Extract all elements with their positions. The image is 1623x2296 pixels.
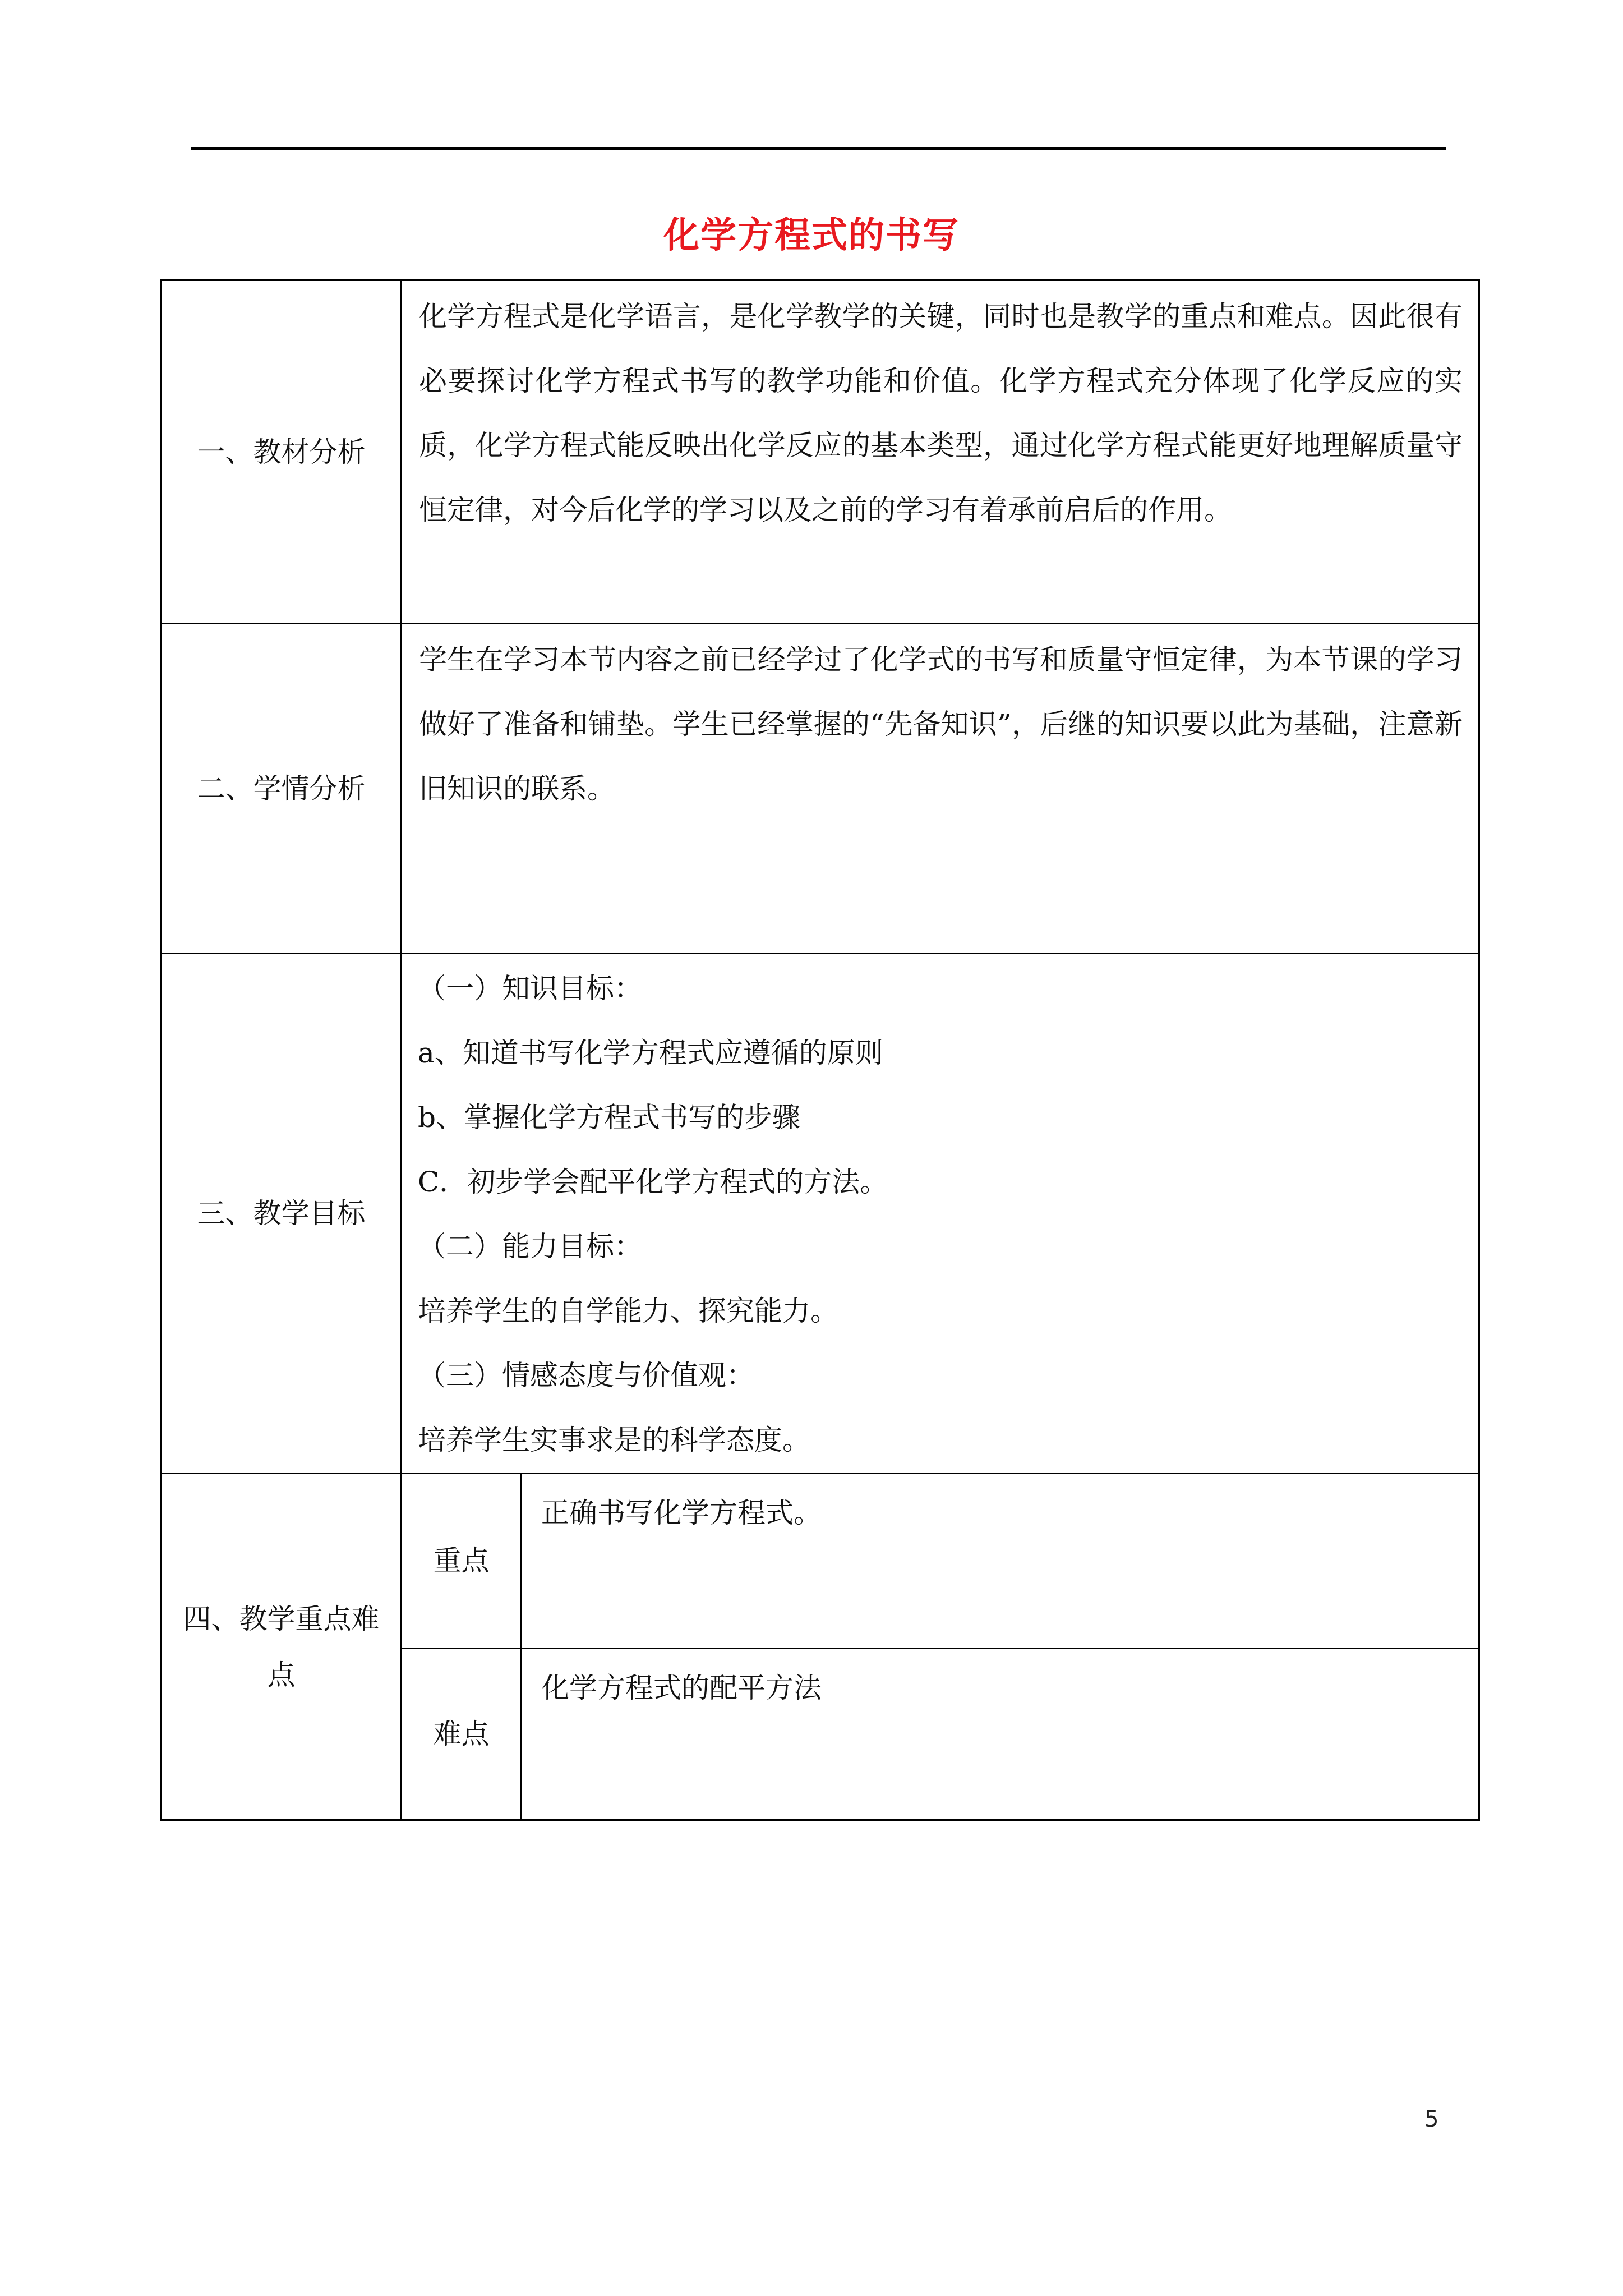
goal-item: 培养学生实事求是的科学态度。 bbox=[418, 1424, 810, 1456]
key-point-content bbox=[522, 1474, 1479, 1649]
student-analysis-text: 学生在学习本节内容之前已经学过了化学式的书写和质量守恒定律，为本节课的学习做好了准备和铺垫。学生已经掌握的“先备知识”，后继的知识要以此为基础，注意新旧知识的联系。 bbox=[419, 643, 1463, 805]
table-row bbox=[162, 954, 1479, 1474]
lesson-plan-table bbox=[160, 279, 1480, 1821]
goal-item: b、掌握化学方程式书写的步骤 bbox=[418, 1101, 801, 1134]
textbook-analysis-text: 化学方程式是化学语言，是化学教学的关键，同时也是教学的重点和难点。因此很有必要探讨化学方程式书写的教学功能和价值。化学方程式充分体现了化学反应的实质，化学方程式能反映出化学反应的基本类型，通过化学方程式能更好地理解质量守恒定律，对今后化学的学习以及之前的学习有着承前启后的作用。 bbox=[419, 300, 1463, 526]
table-row bbox=[162, 1474, 1479, 1649]
section-label-student-analysis: 二、学情分析 bbox=[162, 624, 402, 954]
goal-heading-attitude: （三）情感态度与价值观： bbox=[418, 1359, 754, 1392]
sublabel-key-point: 重点 bbox=[402, 1474, 522, 1649]
document-title: 化学方程式的书写 bbox=[663, 214, 960, 256]
difficult-point-content bbox=[522, 1649, 1479, 1820]
page-number: 5 bbox=[1424, 2106, 1439, 2132]
header-rule bbox=[191, 147, 1446, 150]
table-row bbox=[162, 280, 1479, 624]
table-row bbox=[162, 624, 1479, 954]
goal-item: a、知道书写化学方程式应遵循的原则 bbox=[418, 1037, 883, 1069]
section-label-teaching-goals: 三、教学目标 bbox=[162, 954, 402, 1474]
section-label-key-difficult-points: 四、教学重点难点 bbox=[162, 1474, 402, 1820]
difficult-point-text: 化学方程式的配平方法 bbox=[541, 1672, 822, 1704]
key-point-text: 正确书写化学方程式。 bbox=[541, 1497, 822, 1529]
goal-heading-ability: （二）能力目标： bbox=[418, 1230, 642, 1263]
goal-list bbox=[402, 954, 1478, 1473]
section-content-textbook-analysis bbox=[402, 280, 1479, 624]
sublabel-difficult-point: 难点 bbox=[402, 1649, 522, 1820]
section-content-student-analysis bbox=[402, 624, 1479, 954]
goal-item: 培养学生的自学能力、探究能力。 bbox=[418, 1295, 838, 1327]
goal-heading-knowledge: （一）知识目标： bbox=[418, 972, 642, 1005]
section-label-textbook-analysis: 一、教材分析 bbox=[162, 280, 402, 624]
section-content-teaching-goals bbox=[402, 954, 1479, 1474]
goal-item: C．初步学会配平化学方程式的方法。 bbox=[418, 1166, 888, 1198]
